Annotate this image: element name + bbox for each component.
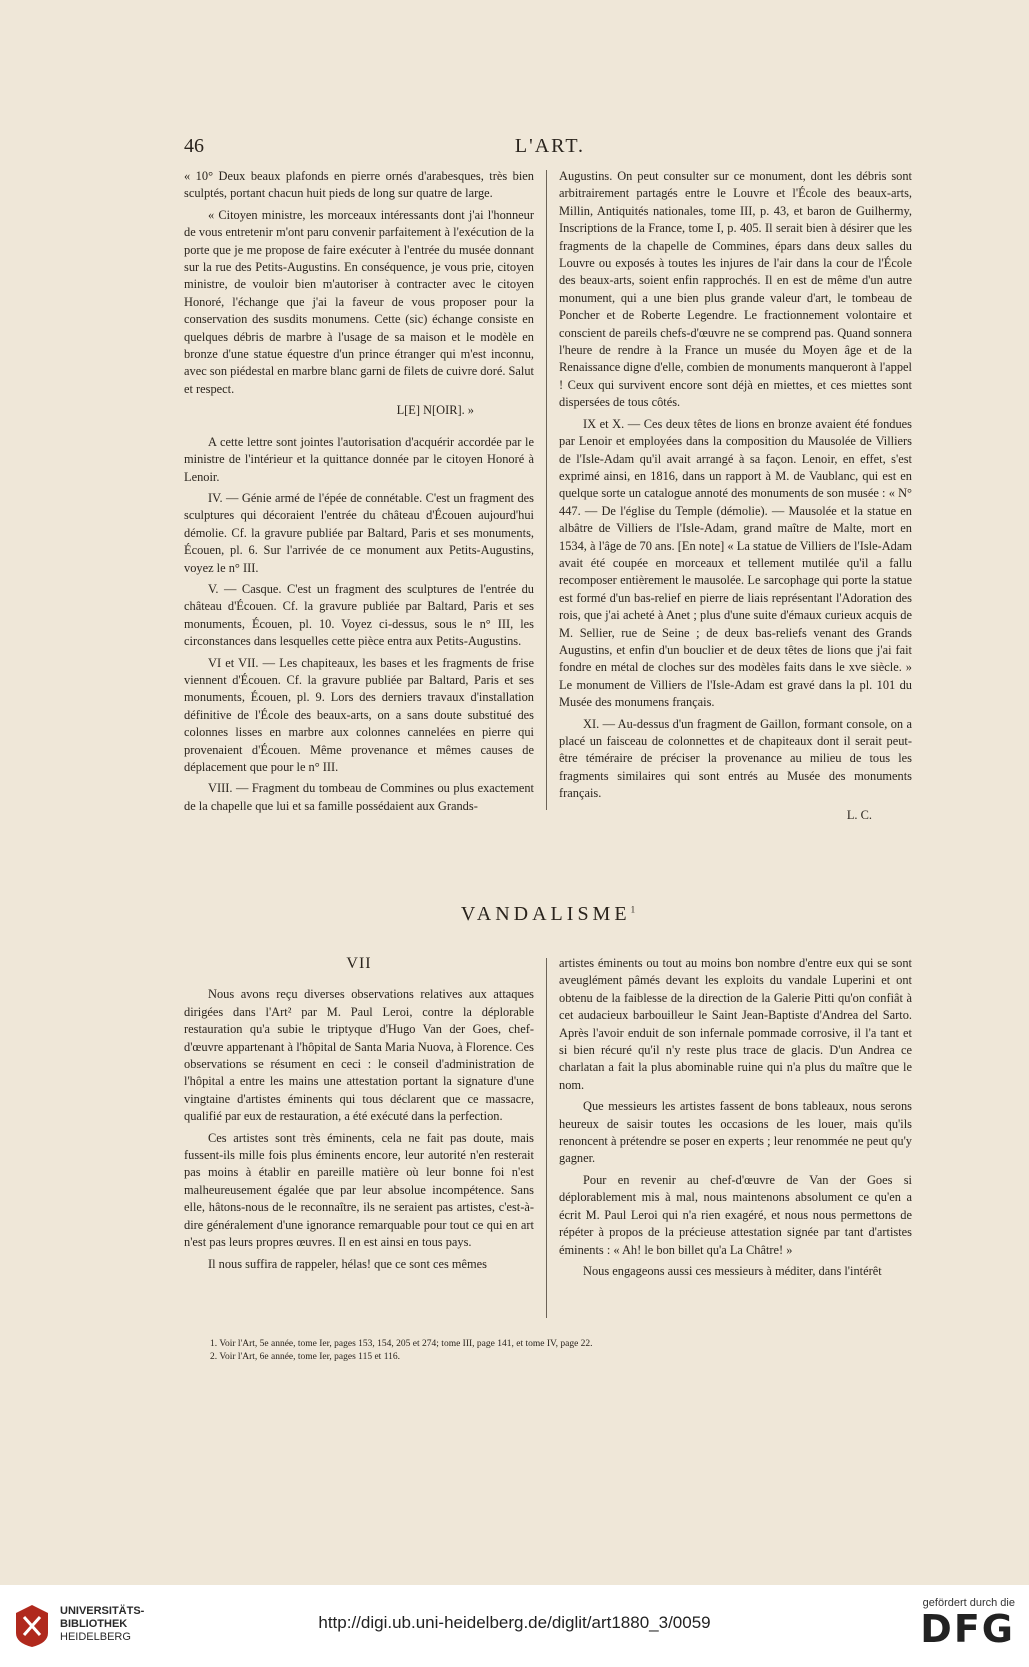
viewer-footer [0, 1585, 1029, 1667]
page-header [184, 135, 916, 159]
paragraph: Augustins. On peut consulter sur ce monument, dont les débris sont arbitrairement partagés entre le Louvre et l'École des beaux-arts, Millin, Antiquités nationales, tome III, p. 43, et baron de Guilhermy, Inscriptions de la France, tome I, p. 405. Il serait bien à désirer que les fragments de la chapelle de Commines, épars dans deux salles du Louvre ou exposés à toutes les injures de l'air dans la cour de l'École des beaux-arts, soient enfin rapprochés. Il en est de même d'un autre monument, qui a une bien plus grande valeur d'art, le tombeau de Poncher et de Roberte Legendre. Le fractionnement volontaire et conscient de pareils chefs-d'œuvre ne se comprend pas. Quand sonnera l'heure de rendre à la France un musée du Moyen âge et de la Renaissance digne d'elle, combien de monuments manqueront à l'appel ! Ceux qui survivent encore sont déjà en miettes, et ces miettes sont dispersées de tous côtés. [559, 169, 912, 410]
paragraph: IV. — Génie armé de l'épée de connétable. C'est un fragment des sculptures qui décoraient l'entrée du château d'Écouen aujourd'hui démolie. Cf. la gravure publiée par Baltard, Paris et ses monuments, Écouen, pl. 6. Sur l'arrivée de ce monument aux Petits-Augustins, voyez le n° III. [184, 490, 534, 575]
bottom-left-column [184, 955, 534, 1277]
paragraph: « 10° Deux beaux plafonds en pierre ornés d'arabesques, très bien sculptés, portant chacun huit pieds de long sur quatre de large. [184, 169, 534, 201]
logo-line: HEIDELBERG [60, 1631, 131, 1643]
paragraph: Nous engageons aussi ces messieurs à méditer, dans l'intérêt [583, 1263, 882, 1278]
footnote: 2. Voir l'Art, 6e année, tome Ier, pages 115 et 116. [210, 1352, 400, 1362]
signature: L[E] N[OIR]. » [396, 403, 474, 418]
dfg-sponsor[interactable] [920, 1597, 1015, 1649]
paragraph: Pour en revenir au chef-d'œuvre de Van der Goes si déplorablement mis à mal, nous maintenons absolument ce qu'en a écrit M. Paul Leroi qui n'a rien exagéré, et nous nous permettons de répéter à propos de la précieuse attestation signée par tant d'artistes éminents : « Ah! le bon billet qu'a La Châtre! » [559, 1172, 912, 1257]
bottom-right-column [559, 955, 912, 1284]
column-divider [546, 170, 547, 810]
top-right-column [559, 168, 912, 828]
dfg-logo: DFG [920, 1607, 1015, 1651]
paragraph: V. — Casque. C'est un fragment des sculptures de l'entrée du château d'Écouen. Cf. la gravure publiée par Baltard, Paris et ses monuments, Écouen, pl. 10. Voyez ci-dessus, sous le n° III, les circonstances dans lesquelles cette pièce entra aux Petits-Augustins. [184, 581, 534, 649]
paragraph: VIII. — Fragment du tombeau de Commines ou plus exactement de la chapelle que lui et sa famille possédaient aux Grands- [184, 781, 534, 813]
logo-line: UNIVERSITÄTS- [60, 1605, 145, 1617]
dfg-caption: gefördert durch die [922, 1597, 1015, 1609]
paragraph: IX et X. — Ces deux têtes de lions en bronze avaient été fondues par Lenoir et employées dans la composition du Mausolée de Villiers de l'Isle-Adam qu'il avait arrangé à sa façon. Lenoir, en effet, s'est exprimé ainsi, en 1816, dans un rapport à M. de Vaublanc, qui est en quelque sorte un catalogue annoté des monuments de son musée : « N° 447. — De l'église du Temple (démolie). — Mausolée et la statue en albâtre de Villiers de l'Isle-Adam, grand maître de Malte, mort en 1534, à l'âge de 70 ans. [En note] « La statue de Villiers de l'Isle-Adam avait été coupée en morceaux et tellement mutilée qu'il a fallu recomposer entièrement le mausolée. Le sarcophage qui porte la statue est formé d'un bas-relief en pierre de liais représentant l'Adoration des rois, que j'ai acheté à Anet ; plus d'une suite d'émaux curieux acquis de M. Sellier, rue de Seine ; de deux bas-reliefs venant des Grands Augustins, et enfin d'un bouclier et de deux têtes de lions que j'ai fait fondre en métal de cloches sur des modèles faits dans le xve siècle. » Le monument de Villiers de l'Isle-Adam est gravé dans la pl. 101 du Musée des monumens français. [559, 416, 912, 710]
paragraph: XI. — Au-dessus d'un fragment de Gaillon, formant console, on a placé un faisceau de colonnettes et de chapiteaux dont il serait peut-être téméraire de préciser la provenance au milieu de tous les fragments similaires qui sont entrés au Musée des monuments français. [559, 716, 912, 801]
footnotes [210, 1338, 910, 1364]
permalink-url[interactable]: http://digi.ub.uni-heidelberg.de/diglit/art1880_3/0059 [318, 1613, 711, 1632]
column-divider [546, 958, 547, 1318]
page-number: 46 [184, 135, 204, 157]
section-title [184, 903, 912, 926]
paragraph: VI et VII. — Les chapiteaux, les bases et les fragments de frise viennent d'Écouen. Cf. la gravure publiée par Baltard, Paris et ses monuments, Écouen, pl. 9. Lors des derniers travaux d'installation définitive de l'École des beaux-arts, on a sans doute substitué des colonnes lisses en marbre aux colonnes cannelées en pierre qui provenaient d'Écouen. Même provenance et mêmes causes de déplacement que pour le n° III. [184, 655, 534, 774]
paragraph: Nous avons reçu diverses observations relatives aux attaques dirigées dans l'Art² par M. Paul Leroi, contre la déplorable restauration qu'a subie le triptyque d'Hugo Van der Goes, chef-d'œuvre appartenant à l'hôpital de Santa Maria Nuova, à Florence. Ces observations se résument en ceci : le conseil d'administration de l'hôpital a entre les mains une attestation portant la signature d'une vingtaine d'artistes éminents qui tous déclarent que ce massacre, qualifié par eux de restauration, a été exécuté dans la perfection. [184, 987, 534, 1124]
running-title: L'ART. [514, 135, 586, 157]
paragraph: Il nous suffira de rappeler, hélas! que ce sont ces mêmes [208, 1256, 487, 1271]
signature: L. C. [846, 807, 872, 822]
logo-line: BIBLIOTHEK [60, 1618, 128, 1630]
footnote-mark: 1 [630, 904, 636, 915]
paragraph: A cette lettre sont jointes l'autorisation d'acquérir accordée par le ministre de l'intérieur et la quittance donnée par le citoyen Honoré à Lenoir. [184, 434, 534, 484]
paragraph: Ces artistes sont très éminents, cela ne fait pas doute, mais fussent-ils mille fois plus éminents encore, leur autorité n'en resterait pas moins à établir en pareille matière où leur bonne foi n'est malheureusement égalée que par leur absolue incompétence. Sans elle, hâtons-nous de le reconnaître, ils ne seraient pas artistes, c'est-à-dire généralement d'une ignorance remarquable pour tout ce qui en art n'est pas leurs propres œuvres. Il en est ainsi en tous pays. [184, 1130, 534, 1250]
top-left-column [184, 168, 534, 819]
footnote: 1. Voir l'Art, 5e année, tome Ier, pages 153, 154, 205 et 274; tome III, page 141, et tome IV, page 22. [210, 1339, 593, 1349]
paragraph: artistes éminents ou tout au moins bon nombre d'entre eux qui se sont aveuglément pâmés devant les exploits du vandale Luperini et ont obtenu de la faiblesse de la direction de la Galerie Pitti qu'on confiât à cet audacieux barbouilleur le Saint Jean-Baptiste d'Andrea del Sarto. Après l'avoir enduit de son infernale pommade corrosive, il l'a tant et si bien récuré qu'il n'y reste plus trace de glacis. D'un Andrea ce charlatan a fait la plus abominable ruine qui n'a plus du maître que le nom. [559, 956, 912, 1092]
paragraph: Que messieurs les artistes fassent de bons tableaux, nous serons heureux de saisir toutes les occasions de les louer, mais qu'ils renoncent à prétendre se poser en experts ; leur renommée ne peut qu'y gagner. [559, 1099, 912, 1166]
section-title-text: VANDALISME [460, 903, 631, 925]
section-subheading: VII [346, 955, 372, 972]
paragraph: « Citoyen ministre, les morceaux intéressants dont j'ai l'honneur de vous entretenir m'ont paru convenir parfaitement à l'exécution de la porte que je me propose de faire exécuter à l'entrée du musée donnant sur la rue des Petits-Augustins. En conséquence, je vous prie, citoyen ministre, de vouloir bien m'autoriser à contracter avec le citoyen Honoré, l'échange que j'ai la faveur de vous proposer pour la conservation des susdits monumens. Cette (sic) échange consiste en quelques débris de marbre à l'usage de sa maison et le modèle en bronze d'une statue équestre d'un prince étranger qui m'est inconnu, avec son piédestal en marbre blanc garni de filets de cuivre doré. Salut et respect. [184, 207, 534, 396]
